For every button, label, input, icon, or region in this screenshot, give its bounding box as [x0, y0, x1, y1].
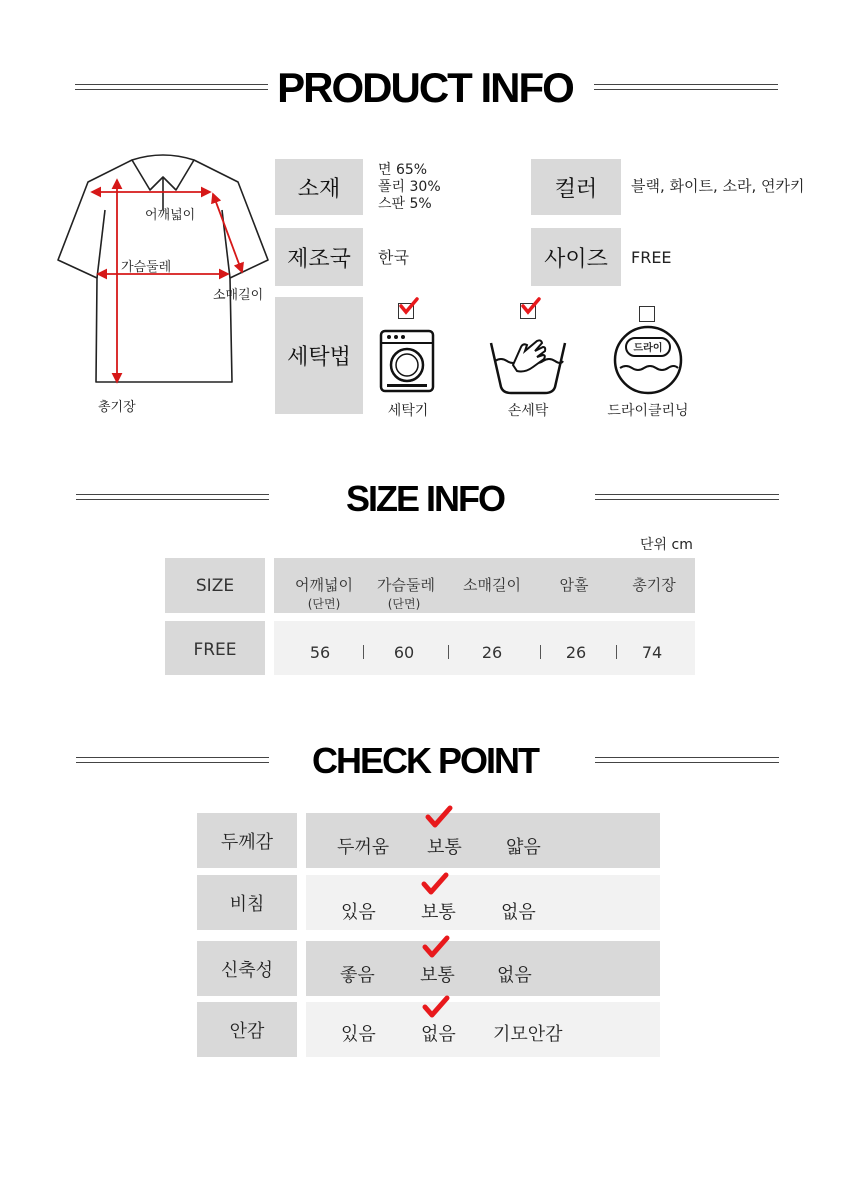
check-label: 비침	[197, 875, 297, 930]
size-head-label: SIZE	[195, 576, 235, 596]
check-mark-icon	[421, 995, 451, 1021]
check-option-selected: 보통	[427, 837, 462, 858]
check-mark-icon	[421, 935, 451, 961]
wash-checkbox-dry[interactable]	[639, 306, 655, 322]
size-unit: 단위 cm	[640, 537, 693, 553]
origin-value: 한국	[378, 248, 409, 267]
diagram-label-shoulder: 어깨넓이	[145, 208, 196, 223]
material-label: 소재	[275, 159, 363, 215]
material-line: 면 65%	[378, 162, 428, 178]
check-option: 없음	[501, 902, 536, 923]
check-option: 좋음	[340, 965, 375, 986]
washing-machine-icon	[379, 329, 435, 393]
size-separator	[616, 645, 617, 659]
title-rule-right	[595, 494, 779, 500]
check-mark-icon	[420, 872, 450, 898]
check-option-selected: 보통	[420, 965, 455, 986]
check-option: 얇음	[506, 837, 541, 858]
check-mark-icon	[520, 296, 542, 318]
size-col-header: 어깨넓이	[295, 576, 353, 594]
title-rule-right	[595, 757, 779, 763]
dry-clean-icon	[612, 324, 684, 396]
wash-option-label: 손세탁	[507, 403, 549, 419]
wash-option-label: 세탁기	[387, 403, 429, 419]
check-option: 있음	[341, 1024, 376, 1045]
check-option-selected: 보통	[421, 902, 456, 923]
origin-label: 제조국	[275, 228, 363, 286]
size-col-sub: (단면)	[387, 597, 421, 611]
check-mark-icon	[398, 296, 420, 318]
title-rule-right	[594, 84, 778, 90]
check-mark-icon	[424, 805, 454, 831]
diagram-label-length: 총기장	[98, 400, 136, 415]
product-info-title: PRODUCT INFO	[277, 64, 573, 111]
check-label: 안감	[197, 1002, 297, 1057]
check-option: 두꺼움	[337, 837, 390, 858]
size-separator	[448, 645, 449, 659]
size-separator	[363, 645, 364, 659]
color-value: 블랙, 화이트, 소라, 연카키	[631, 177, 805, 195]
material-line: 폴리 30%	[378, 179, 441, 195]
size-value: 74	[641, 643, 663, 662]
check-option-selected: 없음	[421, 1024, 456, 1045]
check-label: 신축성	[197, 941, 297, 996]
size-col-header: 소매길이	[463, 576, 521, 594]
check-point-title: CHECK POINT	[311, 740, 538, 781]
diagram-label-chest: 가슴둘레	[121, 260, 172, 275]
diagram-label-sleeve: 소매길이	[213, 288, 264, 303]
check-label: 두께감	[197, 813, 297, 868]
size-col-header: 가슴둘레	[377, 576, 435, 594]
dry-clean-badge: 드라이	[633, 343, 663, 354]
wash-option-label: 드라이클리닝	[607, 403, 689, 419]
size-value: FREE	[631, 248, 672, 267]
size-row-label: FREE	[193, 640, 237, 660]
size-col-sub: (단면)	[307, 597, 341, 611]
size-value: 60	[393, 643, 415, 662]
size-info-title: SIZE INFO	[345, 478, 504, 519]
size-col-header: 암홀	[559, 576, 589, 594]
check-option: 있음	[341, 902, 376, 923]
size-col-header: 총기장	[632, 576, 676, 594]
wash-label: 세탁법	[275, 297, 363, 414]
size-value: 26	[565, 643, 587, 662]
hand-wash-icon	[487, 335, 569, 395]
check-option: 기모안감	[493, 1024, 563, 1045]
material-values	[378, 162, 441, 213]
size-label: 사이즈	[531, 228, 621, 286]
material-line: 스판 5%	[378, 196, 432, 212]
size-value: 26	[481, 643, 503, 662]
size-value: 56	[309, 643, 331, 662]
color-label: 컬러	[531, 159, 621, 215]
check-option: 없음	[497, 965, 532, 986]
size-separator	[540, 645, 541, 659]
